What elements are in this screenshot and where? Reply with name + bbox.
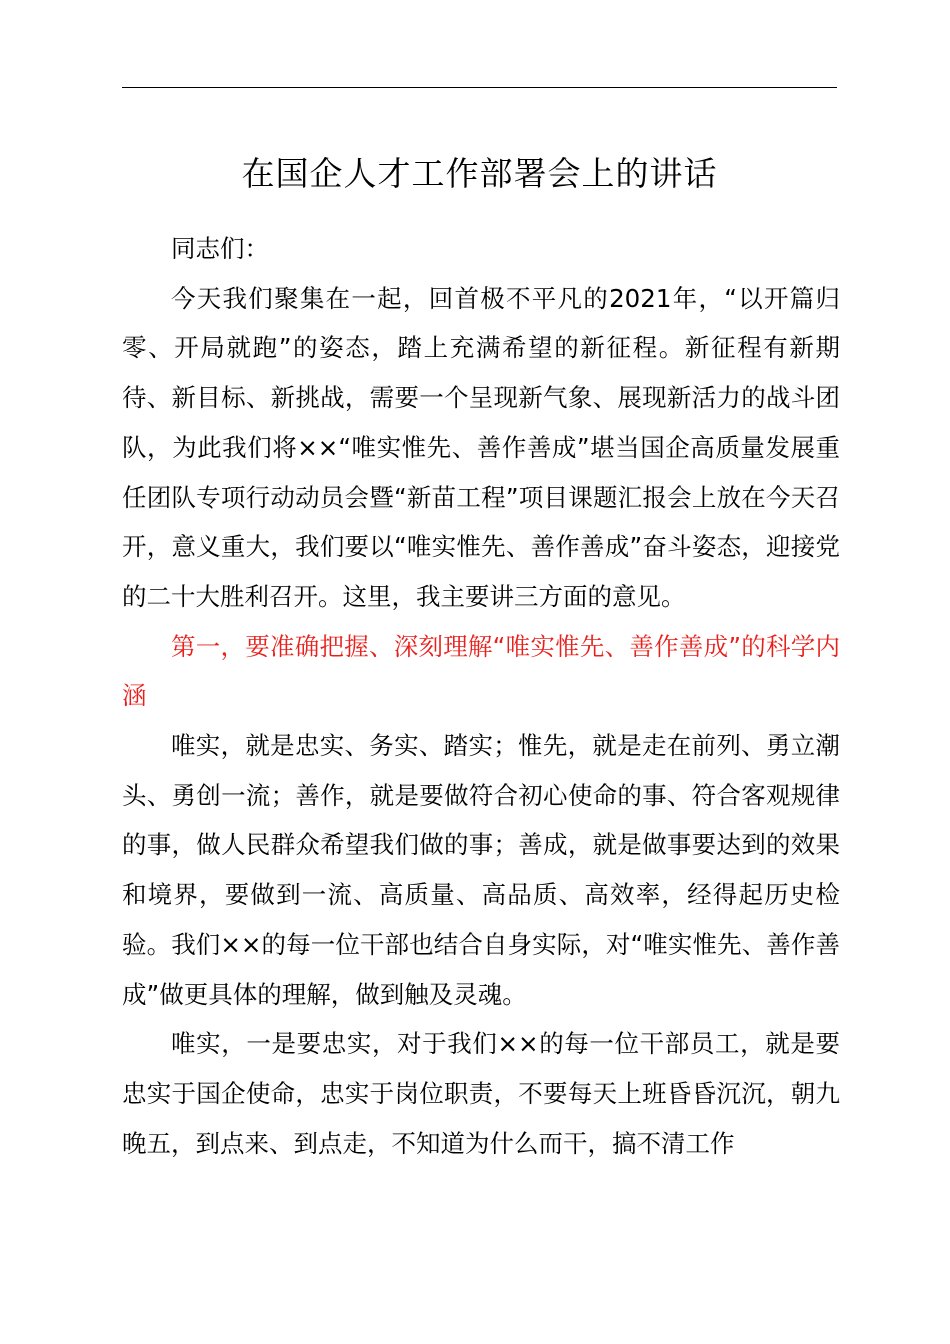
- section-heading: 第一，要准确把握、深刻理解“唯实惟先、善作善成”的科学内涵: [122, 631, 840, 711]
- paragraph-definition: 唯实，就是忠实、务实、踏实；惟先，就是走在前列、勇立潮头、勇创一流；善作，就是要做符合初心使命的事、符合客观规律的事，做人民群众希望我们做的事；善成，就是做事要达到的效果和境界，要做到一流、高质量、高品质、高效率，经得起历史检验。我们××的每一位干部也结合自身实际，对“唯实惟先、善作善成”做更具体的理解，做到触及灵魂。: [122, 731, 840, 1009]
- document-title: 在国企人才工作部署会上的讲话: [241, 154, 718, 193]
- paragraph-weishi: 唯实，一是要忠实，对于我们××的每一位干部员工，就是要忠实于国企使命，忠实于岗位职责，不要每天上班昏昏沉沉，朝九晚五，到点来、到点走，不知道为什么而干，搞不清工作: [122, 1029, 840, 1158]
- salutation: 同志们：: [171, 234, 269, 263]
- header-rule: [122, 87, 837, 88]
- paragraph-intro: 今天我们聚集在一起，回首极不平凡的2021年，“以开篇归零、开局就跑”的姿态，踏上充满希望的新征程。新征程有新期待、新目标、新挑战，需要一个呈现新气象、展现新活力的战斗团队，为此我们将××“唯实惟先、善作善成”堪当国企高质量发展重任团队专项行动动员会暨“新苗工程”项目课题汇报会上放在今天召开，意义重大，我们要以“唯实惟先、善作善成”奋斗姿态，迎接党的二十大胜利召开。这里，我主要讲三方面的意见。: [122, 283, 840, 611]
- document-body: [122, 224, 840, 1168]
